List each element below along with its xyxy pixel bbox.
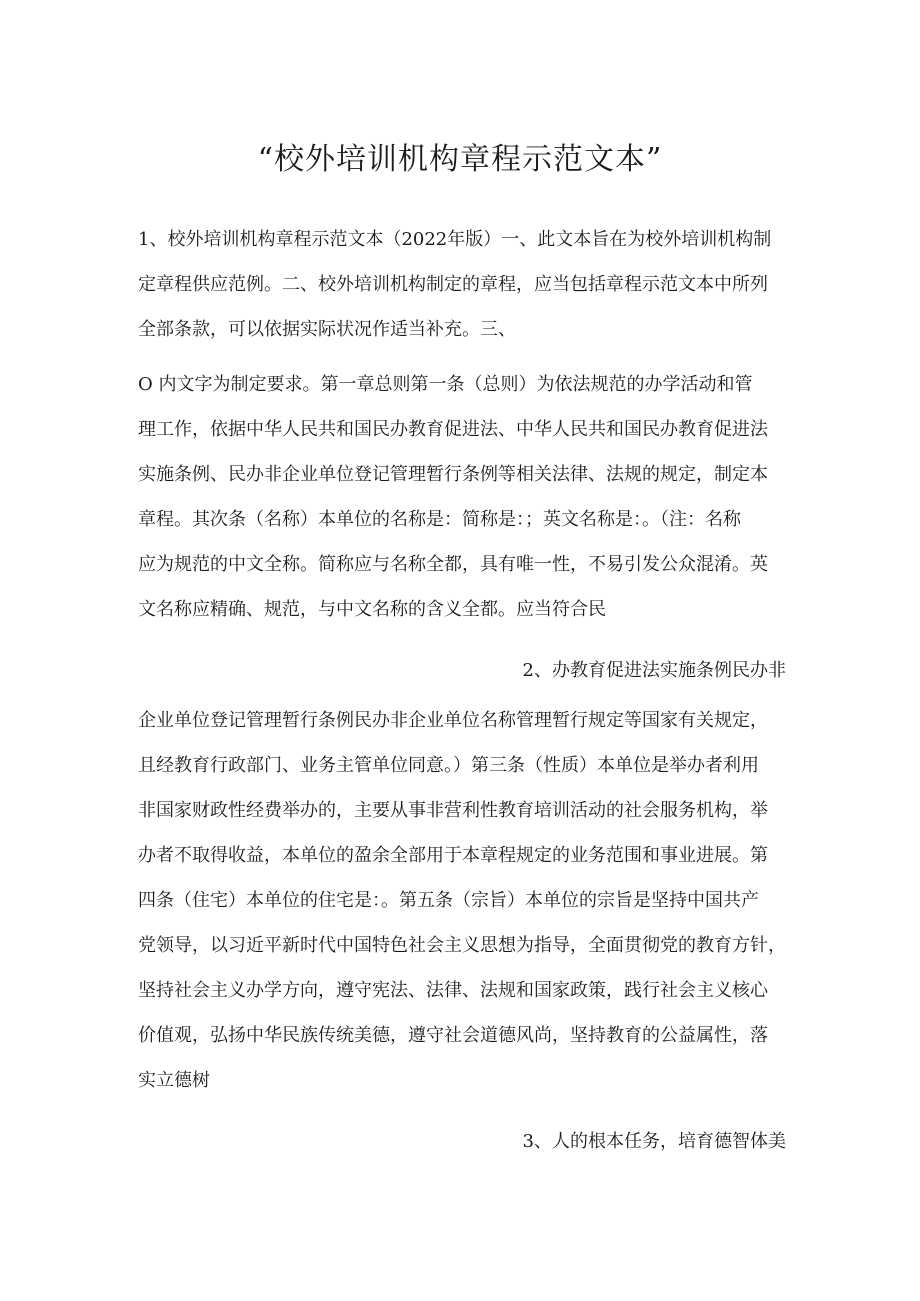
section-heading-line: 3、人的根本任务，培育德智体美 — [522, 1131, 786, 1152]
paragraph-line: 且经教育行政部门、业务主管单位同意。）第三条（性质）本单位是举办者利用 — [138, 755, 759, 776]
paragraph-line: 办者不取得收益，本单位的盈余全部用于本章程规定的业务范围和事业进展。第 — [138, 845, 768, 866]
paragraph-line: 文名称应精确、规范，与中文名称的含义全都。应当符合民 — [138, 599, 606, 620]
paragraph-line: 1、校外培训机构章程示范文本（2022年版）一、此文本旨在为校外培训机构制 — [138, 229, 772, 250]
paragraph-line: 非国家财政性经费举办的，主要从事非营利性教育培训活动的社会服务机构，举 — [138, 800, 768, 821]
paragraph-line: 价值观，弘扬中华民族传统美德，遵守社会道德风尚，坚持教育的公益属性，落 — [138, 1025, 768, 1046]
paragraph-line: 坚持社会主义办学方向，遵守宪法、法律、法规和国家政策，践行社会主义核心 — [138, 980, 768, 1001]
paragraph-line: O 内文字为制定要求。第一章总则第一条（总则）为依法规范的办学活动和管 — [138, 374, 753, 395]
section-heading-line: 2、办教育促进法实施条例民办非 — [522, 660, 786, 681]
paragraph-line: 企业单位登记管理暂行条例民办非企业单位名称管理暂行规定等国家有关规定， — [138, 710, 768, 731]
paragraph-line: 四条（住宅）本单位的住宅是：。第五条（宗旨）本单位的宗旨是坚持中国共产 — [138, 890, 759, 911]
paragraph-line: 实施条例、民办非企业单位登记管理暂行条例等相关法律、法规的规定，制定本 — [138, 464, 768, 485]
paragraph-line: 全部条款，可以依据实际状况作适当补充。三、 — [138, 319, 516, 340]
paragraph-line: 章程。其次条（名称）本单位的名称是：简称是：；英文名称是：。（注：名称 — [138, 509, 741, 530]
paragraph-line: 理工作，依据中华人民共和国民办教育促进法、中华人民共和国民办教育促进法 — [138, 419, 768, 440]
paragraph-line: 定章程供应范例。二、校外培训机构制定的章程，应当包括章程示范文本中所列 — [138, 274, 768, 295]
paragraph-line: 应为规范的中文全称。简称应与名称全都，具有唯一性，不易引发公众混淆。英 — [138, 554, 768, 575]
paragraph-line: 实立德树 — [138, 1070, 210, 1091]
document-title: “校外培训机构章程示范文本” — [257, 142, 663, 177]
paragraph-line: 党领导，以习近平新时代中国特色社会主义思想为指导，全面贯彻党的教育方针， — [138, 935, 786, 956]
